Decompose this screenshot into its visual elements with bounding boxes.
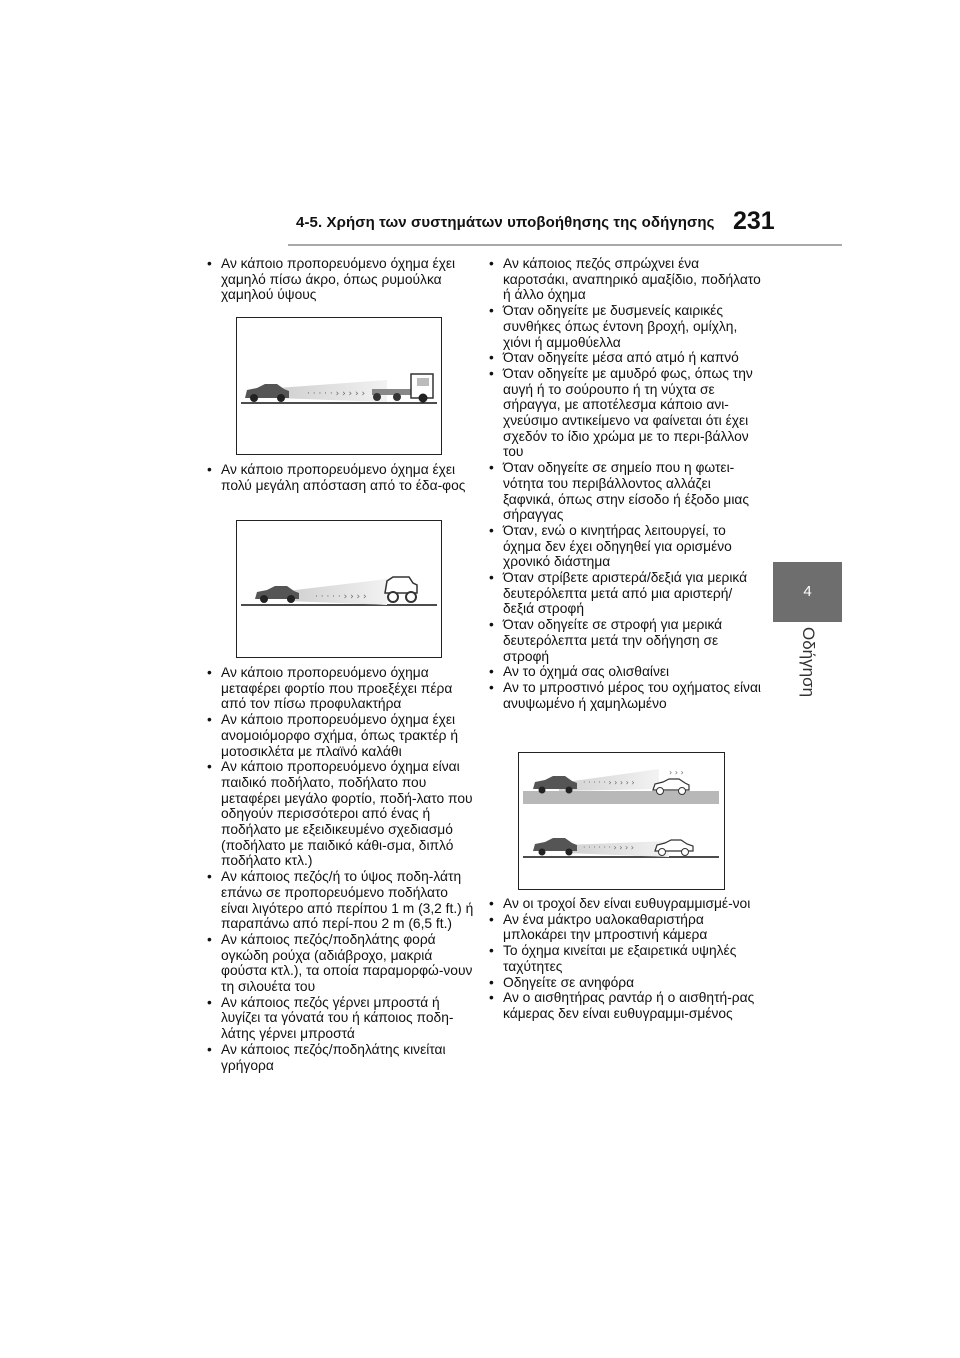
bullet-list bbox=[206, 665, 476, 1073]
left-group-1 bbox=[206, 256, 476, 303]
svg-text:· · · · · · › › › ›: · · · · · · › › › › bbox=[583, 843, 634, 852]
bullet-list bbox=[206, 462, 476, 493]
illustration-high-clearance bbox=[236, 520, 442, 658]
chapter-label-box bbox=[773, 622, 842, 702]
list-item: • Όταν στρίβετε αριστερά/δεξιά για μερικά δευτερόλεπτα μετά από μια αριστερή/δεξιά στροφή bbox=[488, 570, 763, 617]
list-item: • Αν κάποιος πεζός/ή το ύψος ποδη-λάτη επάνω σε προπορευόμενο ποδήλατο είναι λιγότερο από περίπου 1 m (3,2 ft.) ή παραπάνω από περί-που 2 m (6,5 ft.) bbox=[206, 869, 476, 932]
list-item: • Όταν οδηγείτε μέσα από ατμό ή καπνό bbox=[488, 350, 763, 366]
list-item: • Αν κάποιος πεζός/ποδηλάτης φορά ογκώδη ρούχα (αδιάβροχο, μακριά φούστα κτλ.), τα οποία παραμορφώ-νουν τη σιλουέτα του bbox=[206, 932, 476, 995]
left-group-2 bbox=[206, 462, 476, 493]
chapter-label: Οδήγηση bbox=[798, 626, 818, 698]
list-item: • Αν κάποιο προπορευόμενο όχημα έχει πολύ μεγάλη απόσταση από το έδα-φος bbox=[206, 462, 476, 493]
list-item: • Αν το όχημά σας ολισθαίνει bbox=[488, 664, 763, 680]
list-item: • Αν οι τροχοί δεν είναι ευθυγραμμισμέ-νοι bbox=[488, 896, 763, 912]
list-item: • Αν κάποιο προπορευόμενο όχημα είναι παιδικό ποδήλατο, ποδήλατο που μεταφέρει μεγάλο φορτίο, ποδή-λατο που οδηγούν περισσότεροι από ένας ή ποδήλατο με εξειδικευμένο σχεδιασμό (ποδήλατο με παιδικό κάθι-σμα, διπλό ποδήλατο κτλ.) bbox=[206, 759, 476, 869]
right-group-2 bbox=[488, 896, 763, 1022]
bullet-list bbox=[206, 256, 476, 303]
list-item: • Αν κάποιο προπορευόμενο όχημα μεταφέρει φορτίο που προεξέχει πέρα από τον πίσω προφυλακτήρα bbox=[206, 665, 476, 712]
svg-text:· · · · · › › › ›: · · · · · › › › › bbox=[315, 592, 367, 602]
chapter-tab: 4 bbox=[773, 562, 842, 622]
list-item: • Το όχημα κινείται με εξαιρετικά υψηλές ταχύτητες bbox=[488, 943, 763, 974]
list-item: • Αν κάποιος πεζός/ποδηλάτης κινείται γρήγορα bbox=[206, 1042, 476, 1073]
list-item: • Αν κάποιο προπορευόμενο όχημα έχει ανομοιόμορφο σχήμα, όπως τρακτέρ ή μοτοσικλέτα με πλαϊνό καλάθι bbox=[206, 712, 476, 759]
header-rule bbox=[288, 244, 842, 246]
page-number: 231 bbox=[733, 207, 775, 235]
svg-text:› › ›: › › › bbox=[669, 768, 684, 777]
list-item: • Αν κάποιος πεζός γέρνει μπροστά ή λυγίζει τα γόνατά του ή κάποιος ποδη-λάτης γέρνει μπροστά bbox=[206, 995, 476, 1042]
illustration-road-slope bbox=[518, 752, 725, 890]
list-item: • Αν το μπροστινό μέρος του οχήματος είναι ανυψωμένο ή χαμηλωμένο bbox=[488, 680, 763, 711]
list-item: • Όταν οδηγείτε σε σημείο που η φωτει-νότητα του περιβάλλοντος αλλάζει ξαφνικά, όπως στην είσοδο ή έξοδο μιας σήραγγας bbox=[488, 460, 763, 523]
list-item: • Αν ένα μάκτρο υαλοκαθαριστήρα μπλοκάρει την μπροστινή κάμερα bbox=[488, 912, 763, 943]
bullet-list bbox=[488, 256, 763, 711]
list-item: • Όταν οδηγείτε με αμυδρό φως, όπως την αυγή ή το σούρουπο ή τη νύχτα σε σήραγγα, με αποτέλεσμα κάποιο ανι-χνεύσιμο αντικείμενο να φαίνεται ότι έχει σχεδόν το ίδιο χρώμα με το περι-βάλλον του bbox=[488, 366, 763, 460]
list-item: • Αν κάποιος πεζός σπρώχνει ένα καροτσάκι, αναπηρικό αμαξίδιο, ποδήλατο ή άλλο όχημα bbox=[488, 256, 763, 303]
list-item: • Όταν οδηγείτε με δυσμενείς καιρικές συνθήκες όπως έντονη βροχή, ομίχλη, χιόνι ή αμμοθύελλα bbox=[488, 303, 763, 350]
list-item: • Αν ο αισθητήρας ραντάρ ή ο αισθητή-ρας κάμερας δεν είναι ευθυγραμμι-σμένος bbox=[488, 990, 763, 1021]
illustration-low-trailer bbox=[236, 317, 442, 455]
svg-text:· · · · · › › › › ›: · · · · · › › › › › bbox=[307, 389, 366, 399]
list-item: • Αν κάποιο προπορευόμενο όχημα έχει χαμηλό πίσω άκρο, όπως ρυμούλκα χαμηλού ύψους bbox=[206, 256, 476, 303]
left-group-3 bbox=[206, 665, 476, 1073]
svg-text:· · · · · › › › › ›: · · · · · › › › › › bbox=[583, 778, 635, 787]
bullet-list bbox=[488, 896, 763, 1022]
list-item: • Οδηγείτε σε ανηφόρα bbox=[488, 975, 763, 991]
right-group-1 bbox=[488, 256, 763, 711]
section-title: 4-5. Χρήση των συστημάτων υποβοήθησης της οδήγησης bbox=[296, 214, 715, 231]
list-item: • Όταν, ενώ ο κινητήρας λειτουργεί, το όχημα δεν έχει οδηγηθεί για ορισμένο χρονικό διάστημα bbox=[488, 523, 763, 570]
list-item: • Όταν οδηγείτε σε στροφή για μερικά δευτερόλεπτα μετά την οδήγηση σε στροφή bbox=[488, 617, 763, 664]
